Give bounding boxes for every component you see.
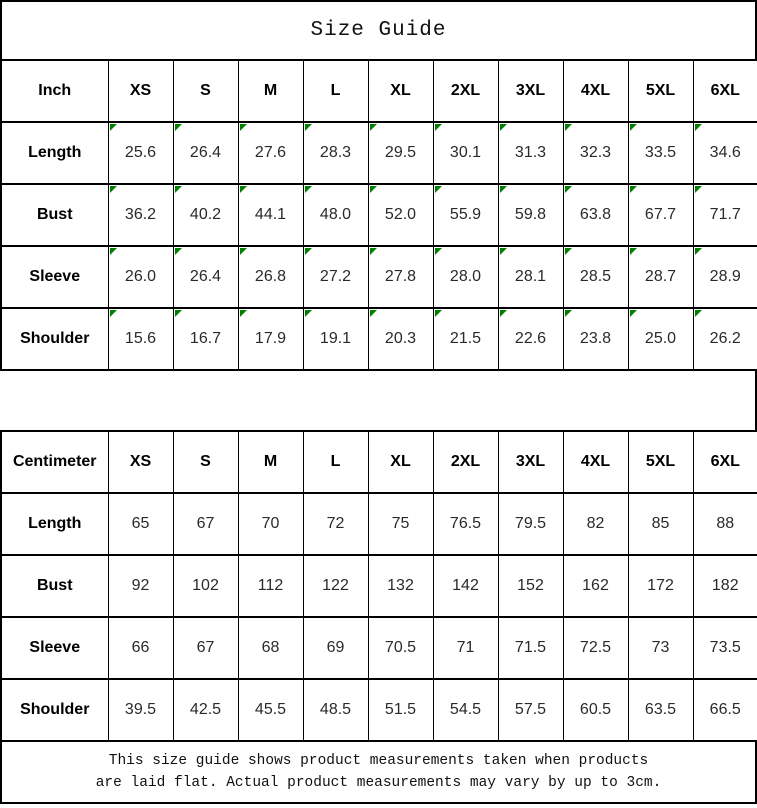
size-header-cell: 2XL [433, 60, 498, 122]
size-header-cell: 6XL [693, 431, 757, 493]
row-label-cell: Shoulder [1, 308, 108, 370]
row-label-cell: Length [1, 493, 108, 555]
measurement-value: 63.5 [644, 701, 677, 718]
unit-label-cell: Centimeter [1, 431, 108, 493]
measurement-row [1, 555, 757, 617]
measurement-value-cell [108, 617, 173, 679]
measurement-value: 152 [517, 577, 544, 594]
green-corner-marker-icon [175, 310, 182, 317]
measurement-value-cell [238, 184, 303, 246]
measurement-value-cell [693, 493, 757, 555]
measurement-value: 73.5 [709, 639, 741, 656]
green-corner-marker-icon [305, 310, 312, 317]
measurement-value: 132 [387, 577, 414, 594]
measurement-value: 67.7 [644, 206, 677, 223]
size-header-cell: 4XL [563, 431, 628, 493]
measurement-value-cell [693, 122, 757, 184]
green-corner-marker-icon [305, 186, 312, 193]
measurement-value: 26.4 [189, 144, 222, 161]
green-corner-marker-icon [370, 186, 377, 193]
measurement-value: 39.5 [124, 701, 157, 718]
row-label-cell: Bust [1, 555, 108, 617]
measurement-value-cell [563, 493, 628, 555]
green-corner-marker-icon [435, 124, 442, 131]
measurement-value-cell [173, 122, 238, 184]
green-corner-marker-icon [110, 310, 117, 317]
measurement-row [1, 246, 757, 308]
size-header-cell: 5XL [628, 431, 693, 493]
measurement-value-cell [628, 246, 693, 308]
measurement-value-cell [238, 555, 303, 617]
green-corner-marker-icon [695, 248, 702, 255]
measurement-value: 20.3 [384, 330, 417, 347]
green-corner-marker-icon [240, 248, 247, 255]
measurement-value-cell [368, 555, 433, 617]
measurement-value-cell [303, 122, 368, 184]
measurement-value: 82 [586, 515, 605, 532]
size-header-cell: 2XL [433, 431, 498, 493]
measurement-value-cell [498, 555, 563, 617]
measurement-value: 29.5 [384, 144, 417, 161]
size-header-cell: 3XL [498, 431, 563, 493]
green-corner-marker-icon [695, 124, 702, 131]
measurement-value-cell [303, 308, 368, 370]
measurement-value: 17.9 [254, 330, 287, 347]
size-header-cell: S [173, 60, 238, 122]
green-corner-marker-icon [110, 186, 117, 193]
green-corner-marker-icon [500, 124, 507, 131]
measurement-row [1, 679, 757, 741]
size-header-cell: 6XL [693, 60, 757, 122]
measurement-value: 69 [326, 639, 345, 656]
measurement-value-cell [238, 122, 303, 184]
measurement-value-cell [693, 617, 757, 679]
green-corner-marker-icon [500, 248, 507, 255]
size-header-cell: M [238, 431, 303, 493]
measurement-value: 30.1 [449, 144, 482, 161]
measurement-value: 71.5 [514, 639, 547, 656]
size-header-row [1, 431, 757, 493]
row-label-cell: Length [1, 122, 108, 184]
row-label-cell: Shoulder [1, 679, 108, 741]
green-corner-marker-icon [305, 124, 312, 131]
measurement-value-cell [368, 184, 433, 246]
measurement-value-cell [693, 184, 757, 246]
measurement-value-cell [108, 555, 173, 617]
measurement-value-cell [498, 493, 563, 555]
row-label-cell: Sleeve [1, 246, 108, 308]
measurement-value: 122 [322, 577, 349, 594]
row-label-cell: Bust [1, 184, 108, 246]
measurement-value-cell [368, 679, 433, 741]
measurement-value: 79.5 [514, 515, 547, 532]
measurement-value-cell [238, 493, 303, 555]
green-corner-marker-icon [630, 186, 637, 193]
size-header-cell: 3XL [498, 60, 563, 122]
measurement-value-cell [433, 184, 498, 246]
green-corner-marker-icon [500, 310, 507, 317]
green-corner-marker-icon [565, 186, 572, 193]
table-gap-spacer [0, 371, 757, 430]
size-header-cell: 4XL [563, 60, 628, 122]
measurement-value-cell [173, 493, 238, 555]
size-header-cell: S [173, 431, 238, 493]
measurement-value-cell [238, 246, 303, 308]
measurement-value: 67 [196, 639, 215, 656]
green-corner-marker-icon [630, 124, 637, 131]
measurement-value: 28.7 [644, 268, 677, 285]
measurement-value: 71 [456, 639, 475, 656]
measurement-value-cell [433, 679, 498, 741]
measurement-value-cell [173, 184, 238, 246]
measurement-value: 66 [131, 639, 150, 656]
measurement-row [1, 617, 757, 679]
measurement-value: 102 [192, 577, 219, 594]
green-corner-marker-icon [305, 248, 312, 255]
green-corner-marker-icon [630, 310, 637, 317]
measurement-value: 28.1 [514, 268, 547, 285]
green-corner-marker-icon [435, 310, 442, 317]
size-header-row [1, 60, 757, 122]
measurement-note [0, 740, 757, 804]
size-header-cell: M [238, 60, 303, 122]
measurement-value: 22.6 [514, 330, 547, 347]
green-corner-marker-icon [370, 310, 377, 317]
green-corner-marker-icon [110, 248, 117, 255]
measurement-value-cell [498, 246, 563, 308]
measurement-value: 71.7 [709, 206, 741, 223]
measurement-value-cell [368, 493, 433, 555]
measurement-value: 112 [257, 577, 284, 594]
measurement-value: 16.7 [189, 330, 222, 347]
measurement-value-cell [108, 308, 173, 370]
measurement-value: 25.6 [124, 144, 157, 161]
measurement-value: 51.5 [384, 701, 417, 718]
measurement-value: 92 [131, 577, 150, 594]
measurement-value: 48.0 [319, 206, 352, 223]
measurement-value-cell [433, 617, 498, 679]
measurement-value-cell [173, 679, 238, 741]
measurement-value-cell [303, 617, 368, 679]
measurement-value-cell [108, 493, 173, 555]
centimeter-size-table [0, 430, 757, 742]
measurement-value-cell [368, 122, 433, 184]
note-line-1: This size guide shows product measurements taken when products [108, 752, 649, 769]
size-header-cell: XS [108, 60, 173, 122]
measurement-value-cell [303, 555, 368, 617]
measurement-value-cell [693, 308, 757, 370]
measurement-value: 70.5 [384, 639, 417, 656]
measurement-value: 72.5 [579, 639, 612, 656]
measurement-value: 40.2 [189, 206, 222, 223]
green-corner-marker-icon [240, 310, 247, 317]
measurement-value-cell [108, 679, 173, 741]
measurement-value: 57.5 [514, 701, 547, 718]
measurement-value: 48.5 [319, 701, 352, 718]
measurement-value-cell [238, 308, 303, 370]
measurement-value: 21.5 [449, 330, 482, 347]
measurement-value-cell [433, 308, 498, 370]
measurement-value-cell [238, 679, 303, 741]
green-corner-marker-icon [630, 248, 637, 255]
size-header-cell: L [303, 431, 368, 493]
measurement-value-cell [368, 308, 433, 370]
measurement-value-cell [628, 122, 693, 184]
measurement-value: 172 [647, 577, 674, 594]
measurement-value: 42.5 [189, 701, 222, 718]
measurement-value-cell [108, 246, 173, 308]
page-title: Size Guide [310, 19, 447, 42]
measurement-value-cell [693, 679, 757, 741]
green-corner-marker-icon [240, 186, 247, 193]
measurement-value-cell [238, 617, 303, 679]
green-corner-marker-icon [175, 248, 182, 255]
note-line-2: are laid flat. Actual product measurements may vary by up to 3cm. [95, 775, 662, 791]
measurement-value-cell [173, 308, 238, 370]
measurement-value-cell [563, 617, 628, 679]
measurement-value: 34.6 [709, 144, 741, 161]
measurement-value: 85 [651, 515, 670, 532]
measurement-value-cell [498, 184, 563, 246]
size-header-cell: L [303, 60, 368, 122]
measurement-value-cell [108, 184, 173, 246]
green-corner-marker-icon [565, 124, 572, 131]
measurement-value-cell [693, 555, 757, 617]
measurement-value: 59.8 [514, 206, 547, 223]
measurement-value-cell [433, 493, 498, 555]
measurement-value: 66.5 [709, 701, 741, 718]
measurement-value: 27.6 [254, 144, 287, 161]
measurement-value-cell [693, 246, 757, 308]
green-corner-marker-icon [435, 248, 442, 255]
measurement-value-cell [173, 555, 238, 617]
green-corner-marker-icon [370, 124, 377, 131]
measurement-value: 75 [391, 515, 410, 532]
measurement-value: 45.5 [254, 701, 287, 718]
measurement-value-cell [433, 122, 498, 184]
measurement-value: 33.5 [644, 144, 677, 161]
measurement-value: 65 [131, 515, 150, 532]
green-corner-marker-icon [695, 186, 702, 193]
measurement-value-cell [563, 184, 628, 246]
measurement-value-cell [108, 122, 173, 184]
measurement-value: 26.4 [189, 268, 222, 285]
green-corner-marker-icon [565, 310, 572, 317]
size-header-cell: XS [108, 431, 173, 493]
measurement-row [1, 493, 757, 555]
measurement-value-cell [498, 617, 563, 679]
measurement-value: 44.1 [254, 206, 287, 223]
measurement-value: 23.8 [579, 330, 612, 347]
measurement-value: 88 [716, 515, 735, 532]
measurement-value-cell [563, 679, 628, 741]
measurement-value: 26.0 [124, 268, 157, 285]
measurement-value: 27.2 [319, 268, 352, 285]
measurement-row [1, 122, 757, 184]
measurement-value-cell [303, 493, 368, 555]
measurement-value: 68 [261, 639, 280, 656]
measurement-value-cell [173, 246, 238, 308]
inch-size-table [0, 59, 757, 371]
measurement-value: 15.6 [124, 330, 157, 347]
measurement-value-cell [563, 555, 628, 617]
measurement-value-cell [303, 246, 368, 308]
measurement-value-cell [628, 184, 693, 246]
measurement-value-cell [173, 617, 238, 679]
green-corner-marker-icon [370, 248, 377, 255]
measurement-value-cell [563, 122, 628, 184]
measurement-value: 54.5 [449, 701, 482, 718]
measurement-value-cell [303, 679, 368, 741]
measurement-value: 28.9 [709, 268, 741, 285]
green-corner-marker-icon [175, 186, 182, 193]
measurement-value-cell [563, 246, 628, 308]
green-corner-marker-icon [565, 248, 572, 255]
measurement-value: 32.3 [579, 144, 612, 161]
measurement-value-cell [498, 122, 563, 184]
measurement-row [1, 184, 757, 246]
unit-label-cell: Inch [1, 60, 108, 122]
measurement-value: 28.3 [319, 144, 352, 161]
measurement-row [1, 308, 757, 370]
size-header-cell: XL [368, 60, 433, 122]
measurement-value: 67 [196, 515, 215, 532]
measurement-value: 26.2 [709, 330, 741, 347]
measurement-value: 76.5 [449, 515, 482, 532]
measurement-value-cell [368, 617, 433, 679]
measurement-value-cell [368, 246, 433, 308]
measurement-value: 31.3 [514, 144, 547, 161]
measurement-value: 63.8 [579, 206, 612, 223]
green-corner-marker-icon [500, 186, 507, 193]
green-corner-marker-icon [240, 124, 247, 131]
measurement-value-cell [628, 617, 693, 679]
measurement-value-cell [628, 679, 693, 741]
measurement-value: 36.2 [124, 206, 157, 223]
green-corner-marker-icon [695, 310, 702, 317]
measurement-value-cell [433, 246, 498, 308]
measurement-value-cell [628, 555, 693, 617]
measurement-value: 27.8 [384, 268, 417, 285]
green-corner-marker-icon [110, 124, 117, 131]
measurement-value: 72 [326, 515, 345, 532]
measurement-value: 25.0 [644, 330, 677, 347]
size-header-cell: XL [368, 431, 433, 493]
green-corner-marker-icon [175, 124, 182, 131]
measurement-value-cell [628, 308, 693, 370]
measurement-value-cell [303, 184, 368, 246]
measurement-value: 26.8 [254, 268, 287, 285]
measurement-value: 28.5 [579, 268, 612, 285]
measurement-value: 28.0 [449, 268, 482, 285]
measurement-value: 55.9 [449, 206, 482, 223]
measurement-value-cell [433, 555, 498, 617]
measurement-value-cell [563, 308, 628, 370]
measurement-value-cell [498, 308, 563, 370]
measurement-value-cell [498, 679, 563, 741]
measurement-value: 162 [582, 577, 609, 594]
measurement-value: 142 [452, 577, 479, 594]
row-label-cell: Sleeve [1, 617, 108, 679]
green-corner-marker-icon [435, 186, 442, 193]
measurement-value: 182 [711, 577, 739, 594]
size-header-cell: 5XL [628, 60, 693, 122]
measurement-value: 70 [261, 515, 280, 532]
measurement-value: 73 [651, 639, 670, 656]
measurement-value-cell [628, 493, 693, 555]
measurement-value: 52.0 [384, 206, 417, 223]
measurement-value: 60.5 [579, 701, 612, 718]
measurement-value: 19.1 [319, 330, 352, 347]
title-box [0, 0, 757, 61]
